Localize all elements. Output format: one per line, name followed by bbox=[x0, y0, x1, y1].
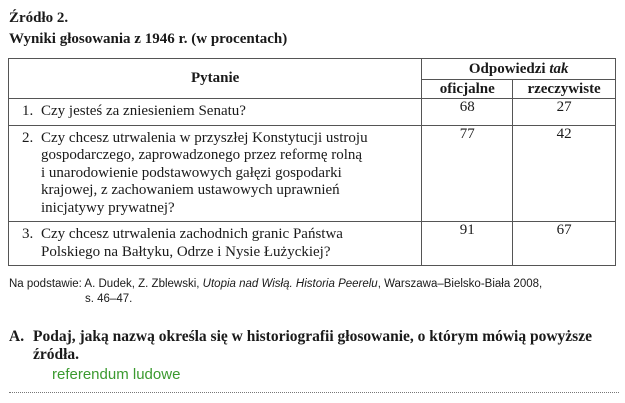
table-row bbox=[9, 222, 616, 266]
question-line: Czy chcesz utrwalenia zachodnich granic Państwa bbox=[41, 226, 343, 242]
task-line-2: źródła. bbox=[33, 346, 80, 363]
question-number: 2. bbox=[22, 129, 34, 146]
footnote-pages: s. 46–47. bbox=[85, 293, 133, 305]
footnote-title: Utopia nad Wisłą. Historia Peerelu bbox=[202, 278, 378, 290]
question-line: Polskiego na Bałtyku, Odrze i Nysie Łużyckiej? bbox=[41, 243, 331, 260]
official-value: 68 bbox=[422, 99, 513, 126]
answer-line bbox=[9, 392, 619, 393]
footnote-prefix: Na podstawie: A. Dudek, Z. Zblewski, bbox=[9, 278, 203, 290]
official-value: 77 bbox=[422, 125, 513, 222]
question-number: 1. bbox=[22, 103, 34, 119]
question-line: i unarodowienie podstawowych gałęzi gospodarki bbox=[41, 164, 342, 181]
question-cell bbox=[9, 222, 422, 266]
question-line: Czy jesteś za zniesieniem Senatu? bbox=[41, 103, 246, 119]
footnote-suffix: , Warszawa–Bielsko-Biała 2008, bbox=[377, 278, 543, 290]
official-value: 91 bbox=[422, 222, 513, 266]
source-footnote bbox=[9, 277, 619, 307]
real-value: 27 bbox=[513, 99, 616, 126]
header-group-italic: tak bbox=[549, 60, 569, 77]
question-line: inicjatywy prywatnej? bbox=[41, 199, 175, 216]
question-cell bbox=[9, 125, 422, 222]
question-line: Czy chcesz utrwalenia w przyszłej Konstytucji ustroju bbox=[41, 129, 368, 146]
question-line: krajowej, z zachowaniem ustawowych uprawnień bbox=[41, 182, 340, 198]
header-question: Pytanie bbox=[9, 59, 422, 99]
table-row bbox=[9, 125, 616, 222]
table-row bbox=[9, 99, 616, 126]
task-letter: A. bbox=[9, 328, 25, 345]
task-line-1: Podaj, jaką nazwą określa się w historiografii głosowanie, o którym mówią powyższe bbox=[33, 328, 592, 345]
header-real: rzeczywiste bbox=[513, 80, 616, 99]
question-cell bbox=[9, 99, 422, 126]
source-label: Źródło 2. bbox=[9, 10, 69, 26]
results-table bbox=[8, 58, 616, 266]
question-number: 3. bbox=[22, 226, 34, 242]
table-title: Wyniki głosowania z 1946 r. (w procentach) bbox=[9, 31, 288, 47]
real-value: 42 bbox=[513, 125, 616, 222]
header-answers-group bbox=[422, 59, 616, 80]
question-line: gospodarczego, zaprowadzonego przez reformę rolną bbox=[41, 147, 363, 163]
task-question bbox=[9, 328, 619, 364]
answer-text[interactable]: referendum ludowe bbox=[52, 366, 181, 383]
header-group-prefix: Odpowiedzi bbox=[468, 60, 550, 77]
header-official: oficjalne bbox=[422, 80, 513, 99]
real-value: 67 bbox=[513, 222, 616, 266]
